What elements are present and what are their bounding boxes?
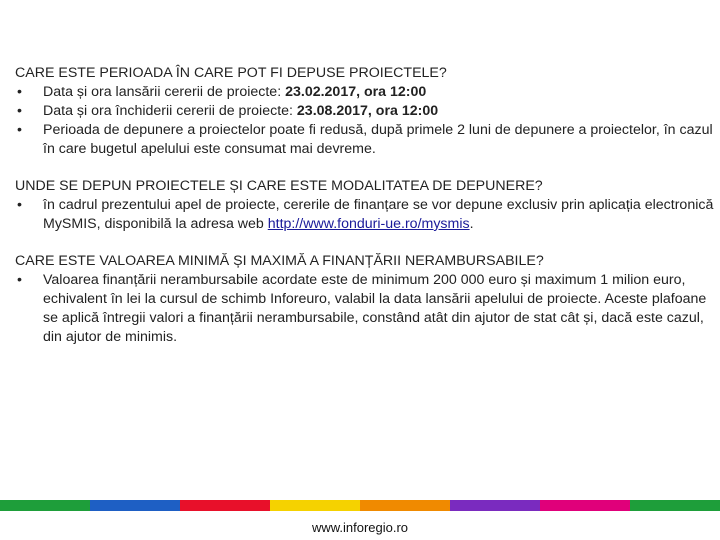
stripe-segment <box>180 500 270 511</box>
section-period <box>15 64 715 159</box>
footer-url: www.inforegio.ro <box>311 520 409 535</box>
section-value <box>15 252 715 347</box>
bullet-icon: • <box>17 84 22 100</box>
bullet-text: Data și ora închiderii cererii de proiecte: <box>43 103 297 119</box>
bullet-icon: • <box>17 197 22 213</box>
bullet-text: Valoarea finanțării nerambursabile acordate este de minimum 200 000 euro și maximum 1 milion euro, echivalent în lei la cursul de schimb Inforeuro, valabil la data lansării apelului de proiecte. Aceste plafoane se aplică întregii valori a finanțării nerambursabile, constând atât din ajutor de stat cât și, dacă este cazul, din ajutor de minimis. <box>43 272 707 345</box>
stripe-segment <box>450 500 540 511</box>
stripe-segment <box>0 500 90 511</box>
section-heading: UNDE SE DEPUN PROIECTELE ȘI CARE ESTE MODALITATEA DE DEPUNERE? <box>15 178 543 194</box>
list-item <box>15 271 715 347</box>
stripe-segment <box>360 500 450 511</box>
list-item <box>15 83 715 102</box>
stripe-segment <box>270 500 360 511</box>
color-stripe <box>0 500 720 511</box>
bullet-suffix: . <box>469 216 474 232</box>
bullet-icon: • <box>17 272 22 288</box>
stripe-segment <box>630 500 720 511</box>
bullet-text: Data și ora lansării cererii de proiecte: <box>43 84 286 100</box>
section-heading: CARE ESTE VALOAREA MINIMĂ ȘI MAXIMĂ A FINANȚĂRII NERAMBURSABILE? <box>15 253 544 269</box>
section-submission <box>15 177 715 234</box>
mysmis-link[interactable]: http://www.fonduri-ue.ro/mysmis <box>267 216 470 232</box>
bullet-icon: • <box>17 122 22 138</box>
bullet-text: Perioada de depunere a proiectelor poate fi redusă, după primele 2 luni de depunere a proiectelor, în cazul în care bugetul apelului este consumat mai devreme. <box>43 122 713 157</box>
section-heading: CARE ESTE PERIOADA ÎN CARE POT FI DEPUSE PROIECTELE? <box>15 65 447 81</box>
bullet-icon: • <box>17 103 22 119</box>
launch-date: 23.02.2017, ora 12:00 <box>285 84 427 100</box>
closing-date: 23.08.2017, ora 12:00 <box>296 103 439 119</box>
bullet-text: în cadrul prezentului apel de proiecte, cererile de finanțare se vor depune exclusiv prin aplicația electronică MySMIS, disponibilă la adresa web <box>43 197 714 232</box>
content-area <box>15 64 715 365</box>
list-item <box>15 196 715 234</box>
list-item <box>15 121 715 159</box>
stripe-segment <box>540 500 630 511</box>
stripe-segment <box>90 500 180 511</box>
list-item <box>15 102 715 121</box>
